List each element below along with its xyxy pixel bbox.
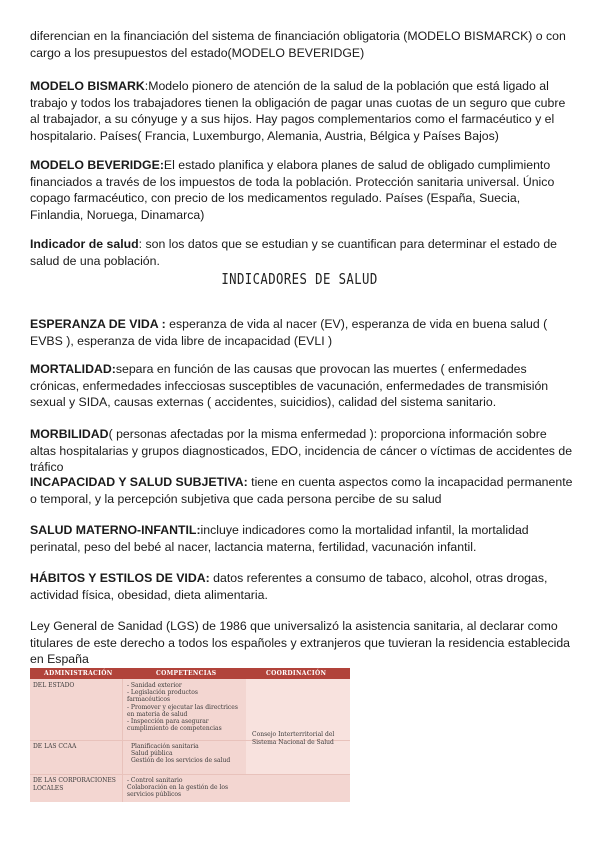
paragraph-incapacidad bbox=[30, 474, 575, 507]
term-label: ESPERANZA DE VIDA : bbox=[30, 317, 166, 331]
paragraph-indicador-salud bbox=[30, 236, 575, 269]
cell-competencias bbox=[127, 682, 238, 732]
administration-table bbox=[30, 668, 350, 802]
competencia-item: Colaboración en la gestión de los bbox=[127, 784, 229, 792]
cell-coordinacion bbox=[252, 731, 348, 746]
term-label: MORTALIDAD: bbox=[30, 362, 116, 376]
coordination-column-band bbox=[246, 679, 350, 775]
term-label: INCAPACIDAD Y SALUD SUBJETIVA: bbox=[30, 475, 248, 489]
term-label: MODELO BISMARK bbox=[30, 79, 145, 93]
competencia-item: Salud pública bbox=[131, 750, 173, 758]
header-competencias: COMPETENCIAS bbox=[156, 670, 217, 677]
paragraph-financing-intro bbox=[30, 28, 575, 61]
paragraph-text: tiene en cuenta aspectos como la incapacidad permanente o temporal, y la percepción subjetiva que cada persona percibe de su salud bbox=[30, 475, 573, 506]
competencia-item: servicios públicos bbox=[127, 791, 182, 799]
paragraph-morbilidad bbox=[30, 426, 575, 476]
paragraph-text: separa en función de las causas que provocan las muertes ( enfermedades crónicas, enfermedades infecciosas susceptibles de vacunación, enfermedades de transmisión sexual y SIDA, causas externas ( accidentes, suicidios), calidad del sistema sanitario. bbox=[30, 362, 549, 410]
term-label: MODELO BEVERIDGE: bbox=[30, 158, 164, 172]
paragraph-modelo-bismark bbox=[30, 78, 575, 144]
section-heading: INDICADORES DE SALUD bbox=[221, 270, 378, 288]
paragraph-text: :Modelo pionero de atención de la salud de la población que está ligado al trabajo y todos los trabajadores tienen la obligación de pagar unas cuotas de un seguro que cubre al trabajador, a su cónyuge y a sus hijos. Hay pagos complementarios como el farmacéutico y el hospitalario. Países( Francia, Luxemburgo, Alemania, Austria, Bélgica y Países Bajos) bbox=[30, 79, 566, 143]
competencia-item: Gestión de los servicios de salud bbox=[131, 757, 231, 765]
header-coordinacion: COORDINACIÓN bbox=[266, 670, 327, 677]
cell-competencias bbox=[131, 743, 230, 765]
paragraph-text: : son los datos que se estudian y se cuantifican para determinar el estado de salud de una población. bbox=[30, 237, 558, 268]
row-divider bbox=[30, 774, 350, 775]
paragraph-text: esperanza de vida al nacer (EV), esperanza de vida en buena salud ( EVBS ), esperanza de vida libre de incapacidad (EVLI ) bbox=[30, 317, 548, 348]
competencia-item: farmacéuticos bbox=[127, 696, 171, 704]
paragraph-mortalidad bbox=[30, 361, 575, 411]
competencia-item: en materia de salud bbox=[127, 710, 188, 718]
paragraph-text: diferencian en la financiación del sistema de financiación obligatoria (MODELO BISMARCK) o con cargo a los presupuestos del estado(MODELO BEVERIDGE) bbox=[30, 29, 566, 60]
cell-competencias bbox=[127, 777, 228, 799]
term-label: SALUD MATERNO-INFANTIL: bbox=[30, 523, 201, 537]
cell-administration: DEL ESTADO bbox=[33, 682, 75, 689]
paragraph-text: El estado planifica y elabora planes de salud de obligado cumplimiento financiados a través de los impuestos de toda la población. Protección sanitaria universal. Único copago farmacéutico, con precio de los medicamentos regulado. Países (España, Suecia, Finlandia, Noruega, Dinamarca) bbox=[30, 158, 555, 222]
header-administracion: ADMINISTRACIÓN bbox=[44, 670, 113, 677]
competencia-item: - Promover y ejecutar las directrices bbox=[127, 703, 238, 711]
competencia-item: - Sanidad exterior bbox=[127, 682, 182, 689]
competencia-item: - Legislación productos bbox=[127, 689, 198, 697]
paragraph-text: datos referentes a consumo de tabaco, alcohol, otras drogas, actividad física, obesidad, dieta alimentaria. bbox=[30, 571, 548, 602]
paragraph-text: Ley General de Sanidad (LGS) de 1986 que universalizó la asistencia sanitaria, al declarar como titulares de este derecho a todos los españoles y extranjeros que tuvieran la residencia establecida en España bbox=[30, 619, 571, 667]
paragraph-text: incluye indicadores como la mortalidad infantil, la mortalidad perinatal, peso del bebé al nacer, lactancia materna, fertilidad, vacunación infantil. bbox=[30, 523, 529, 554]
competencia-item: - Inspección para asegurar bbox=[127, 718, 209, 726]
term-label: Indicador de salud bbox=[30, 237, 139, 251]
paragraph-materno-infantil bbox=[30, 522, 575, 555]
term-label: MORBILIDAD bbox=[30, 427, 109, 441]
paragraph-modelo-beveridge bbox=[30, 157, 575, 223]
term-label: HÁBITOS Y ESTILOS DE VIDA: bbox=[30, 571, 210, 585]
cell-administration: DE LAS CORPORACIONES LOCALES bbox=[33, 777, 116, 792]
competencia-item: Planificación sanitaria bbox=[131, 743, 199, 750]
paragraph-habitos bbox=[30, 570, 575, 603]
paragraph-text: ( personas afectadas por la misma enfermedad ): proporciona información sobre altas hospitalarias y grupos diagnosticados, EDO, incidencia de cáncer o víctimas de accidentes de tráfico bbox=[30, 427, 573, 475]
competencia-item: cumplimiento de competencias bbox=[127, 725, 222, 733]
cell-administration: DE LAS CCAA bbox=[33, 743, 77, 750]
paragraph-ley-general-sanidad bbox=[30, 618, 575, 668]
paragraph-esperanza-vida bbox=[30, 316, 575, 349]
competencia-item: - Control sanitario bbox=[127, 777, 183, 784]
coordination-body: Consejo Interterritorial del Sistema Nacional de Salud bbox=[252, 731, 335, 746]
table-header bbox=[30, 668, 350, 679]
